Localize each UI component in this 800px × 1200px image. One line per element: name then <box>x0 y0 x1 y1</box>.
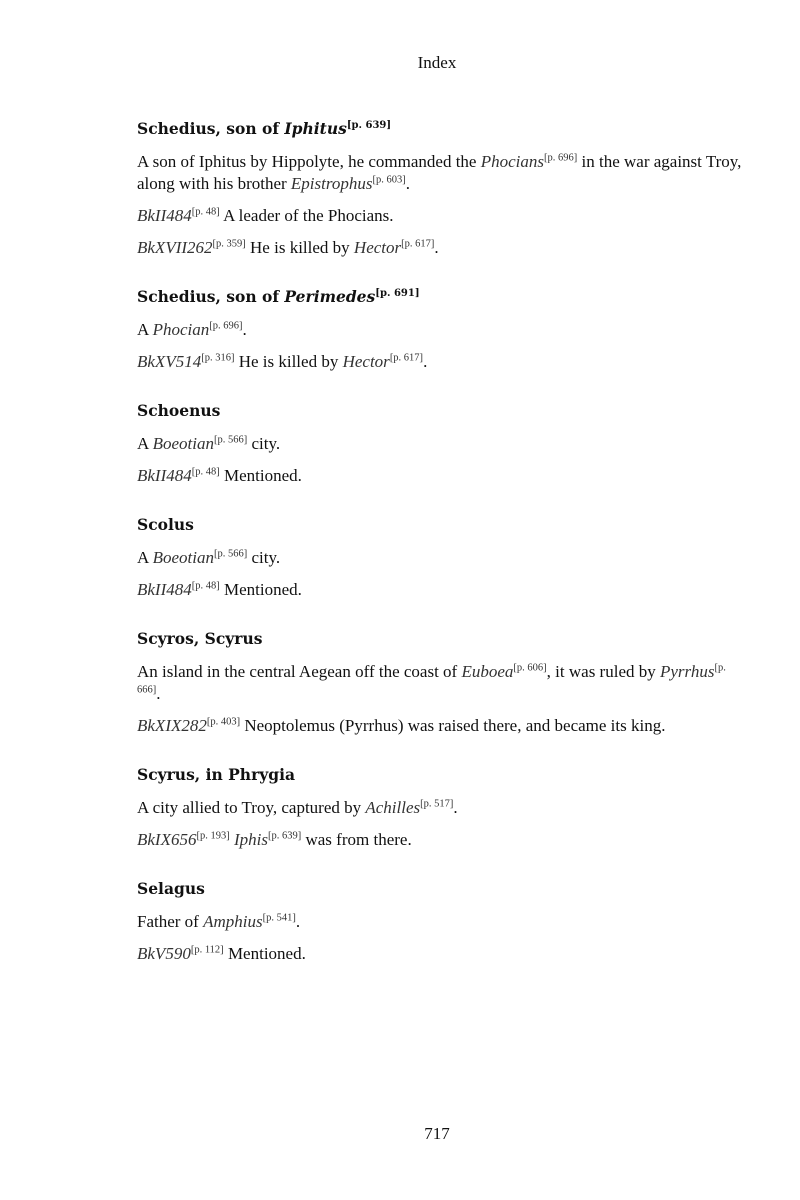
index-entry-scyros <box>137 628 747 737</box>
page-ref: [p. 517] <box>420 798 454 810</box>
cross-ref-link[interactable]: Achilles <box>365 798 421 817</box>
book-reference <box>137 579 747 601</box>
cross-ref-link[interactable]: Amphius <box>203 912 263 931</box>
text: in the war against Troy, along with his brother <box>137 152 742 193</box>
cross-ref-link[interactable]: Boeotian <box>152 548 214 567</box>
index-entries <box>137 118 747 992</box>
heading-text: Schedius, son of <box>137 287 285 306</box>
text: A son of Iphitus by Hippolyte, he commanded the <box>137 152 481 171</box>
text: city. <box>247 548 281 567</box>
text: Neoptolemus (Pyrrhus) was raised there, and became its king. <box>240 716 666 735</box>
text: Father of <box>137 912 204 931</box>
cross-ref-link[interactable]: Hector <box>353 238 402 257</box>
heading-link[interactable]: Perimedes <box>284 287 376 306</box>
entry-description <box>137 911 747 933</box>
book-ref-link[interactable]: BkII484 <box>137 580 192 599</box>
book-ref-link[interactable]: BkXIX282 <box>137 716 207 735</box>
text: A city allied to Troy, captured by <box>137 798 366 817</box>
page-ref: [p. 403] <box>206 716 241 728</box>
entry-description <box>137 433 747 455</box>
cross-ref-link[interactable]: Boeotian <box>152 434 214 453</box>
page-ref: [p. 639] <box>267 830 302 842</box>
text: Mentioned. <box>219 466 302 485</box>
entry-description <box>137 797 747 819</box>
text: He is killed by <box>245 238 354 257</box>
page-ref: [p. 566] <box>213 434 248 446</box>
heading-link[interactable]: Iphitus <box>284 119 347 138</box>
book-ref-link[interactable]: BkV590 <box>137 944 191 963</box>
entry-heading: Scyros, Scyrus <box>137 629 263 648</box>
text: Mentioned. <box>223 944 306 963</box>
page-number: 717 <box>424 1124 450 1143</box>
book-ref-link[interactable]: BkII484 <box>137 466 192 485</box>
heading-text: Schedius, son of <box>137 119 285 138</box>
page-ref: [p. 666] <box>137 662 726 696</box>
cross-ref-link[interactable]: Pyrrhus <box>660 662 715 681</box>
text: . <box>295 912 301 931</box>
text: . <box>242 320 247 339</box>
entry-heading: Selagus <box>137 879 205 898</box>
page-ref: [p. 541] <box>262 912 296 924</box>
book-ref-link[interactable]: BkXV514 <box>137 352 202 371</box>
book-ref-link[interactable]: BkIX656 <box>137 830 197 849</box>
index-entry-schedius-perimedes <box>137 286 747 373</box>
text: . <box>423 352 428 371</box>
entry-heading <box>137 286 747 308</box>
text: . <box>453 798 458 817</box>
page-ref: [p. 48] <box>191 466 220 478</box>
page-ref: [p. 48] <box>191 206 220 218</box>
text: . <box>434 238 439 257</box>
text: was from there. <box>301 830 412 849</box>
text: . <box>405 174 410 193</box>
cross-ref-link[interactable]: Epistrophus <box>290 174 373 193</box>
book-ref-link[interactable]: BkXVII262 <box>137 238 213 257</box>
page-ref: [p. 617] <box>401 238 435 250</box>
text: An island in the central Aegean off the coast of <box>137 662 462 681</box>
index-entry-schoenus <box>137 400 747 487</box>
page-ref: [p. 617] <box>389 352 424 364</box>
book-reference <box>137 829 747 851</box>
book-ref-link[interactable]: BkII484 <box>137 206 192 225</box>
entry-heading: Scyrus, in Phrygia <box>137 765 296 784</box>
page-ref: [p. 696] <box>209 320 243 332</box>
page-ref: [p. 316] <box>201 352 235 364</box>
text: He is killed by <box>234 352 343 371</box>
text: city. <box>247 434 281 453</box>
page-ref: [p. 603] <box>372 174 406 186</box>
book-reference <box>137 237 747 259</box>
page-ref: [p. 639] <box>346 119 392 131</box>
entry-description <box>137 151 747 195</box>
entry-heading: Scolus <box>137 515 194 534</box>
text: A <box>137 434 153 453</box>
page-ref: [p. 48] <box>191 580 220 592</box>
cross-ref-link[interactable]: Euboea <box>461 662 514 681</box>
entry-description <box>137 547 747 569</box>
index-entry-selagus <box>137 878 747 965</box>
text: A <box>137 320 153 339</box>
page-ref: [p. 696] <box>544 152 578 164</box>
page-ref: [p. 606] <box>513 662 547 674</box>
text: Mentioned. <box>219 580 302 599</box>
cross-ref-link[interactable]: Phocians <box>480 152 545 171</box>
index-entry-scolus <box>137 514 747 601</box>
cross-ref-link[interactable]: Phocian <box>152 320 210 339</box>
index-entry-schedius-iphitus <box>137 118 747 259</box>
cross-ref-link[interactable]: Hector <box>342 352 390 371</box>
running-head: Index <box>417 53 457 72</box>
book-reference <box>137 205 747 227</box>
book-reference <box>137 943 747 965</box>
page-ref: [p. 566] <box>213 548 248 560</box>
cross-ref-link[interactable]: Iphis <box>233 830 268 849</box>
index-entry-scyrus-phrygia <box>137 764 747 851</box>
book-reference <box>137 715 747 737</box>
entry-heading: Schoenus <box>137 401 221 420</box>
entry-description <box>137 319 747 341</box>
page-ref: [p. 691] <box>375 287 420 299</box>
entry-description <box>137 661 747 705</box>
text: , it was ruled by <box>546 662 660 681</box>
entry-heading <box>137 118 747 140</box>
page-ref: [p. 359] <box>212 238 246 250</box>
text: . <box>156 684 161 703</box>
page-ref: [p. 193] <box>196 830 230 842</box>
book-reference <box>137 351 747 373</box>
text: A <box>137 548 153 567</box>
book-reference <box>137 465 747 487</box>
text: A leader of the Phocians. <box>219 206 394 225</box>
page-ref: [p. 112] <box>190 944 224 956</box>
